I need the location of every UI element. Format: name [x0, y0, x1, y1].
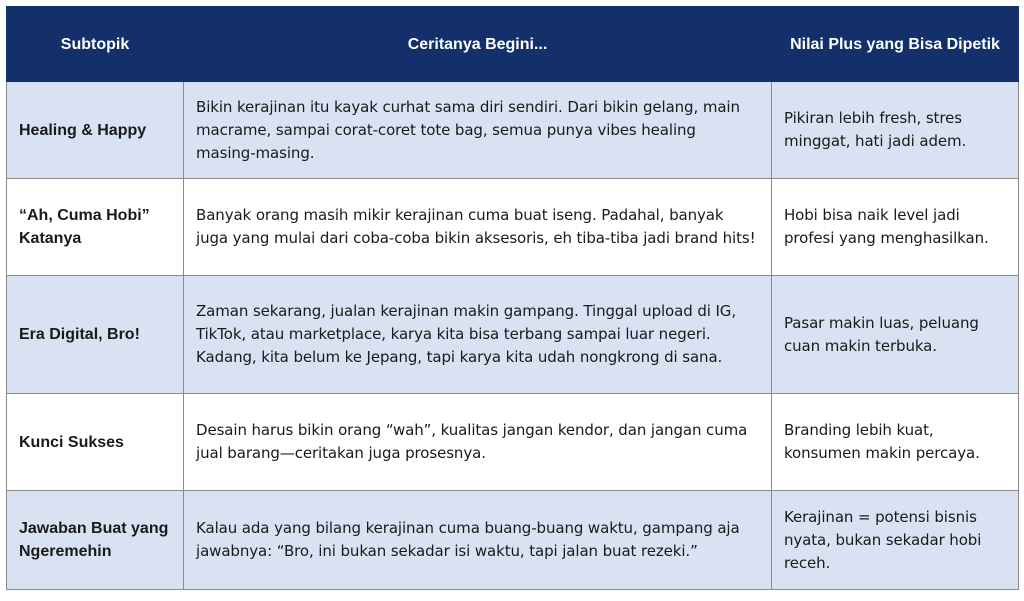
cell-nilai: Pikiran lebih fresh, stres minggat, hati jadi adem. [772, 82, 1019, 179]
table-body [7, 82, 1019, 590]
cell-subtopik: Jawaban Buat yang Ngeremehin [7, 491, 184, 590]
cell-subtopik: “Ah, Cuma Hobi” Katanya [7, 179, 184, 276]
table-row [7, 276, 1019, 394]
header-nilai-plus: Nilai Plus yang Bisa Dipetik [772, 7, 1019, 82]
cell-subtopik: Kunci Sukses [7, 394, 184, 491]
cell-cerita: Zaman sekarang, jualan kerajinan makin gampang. Tinggal upload di IG, TikTok, atau marketplace, karya kita bisa terbang sampai luar negeri. Kadang, kita belum ke Jepang, tapi karya kita udah nongkrong di sana. [184, 276, 772, 394]
cell-nilai: Hobi bisa naik level jadi profesi yang menghasilkan. [772, 179, 1019, 276]
cell-subtopik: Healing & Happy [7, 82, 184, 179]
header-cerita: Ceritanya Begini... [184, 7, 772, 82]
table-row [7, 82, 1019, 179]
table-header [7, 7, 1019, 82]
cell-nilai: Kerajinan = potensi bisnis nyata, bukan sekadar hobi receh. [772, 491, 1019, 590]
header-subtopik: Subtopik [7, 7, 184, 82]
info-table [6, 6, 1019, 590]
cell-cerita: Kalau ada yang bilang kerajinan cuma buang-buang waktu, gampang aja jawabnya: “Bro, ini bukan sekadar isi waktu, tapi jalan buat rezeki.” [184, 491, 772, 590]
table-row [7, 491, 1019, 590]
cell-cerita: Banyak orang masih mikir kerajinan cuma buat iseng. Padahal, banyak juga yang mulai dari coba-coba bikin aksesoris, eh tiba-tiba jadi brand hits! [184, 179, 772, 276]
document-page [6, 6, 1018, 590]
cell-cerita: Desain harus bikin orang “wah”, kualitas jangan kendor, dan jangan cuma jual barang—ceritakan juga prosesnya. [184, 394, 772, 491]
cell-nilai: Branding lebih kuat, konsumen makin percaya. [772, 394, 1019, 491]
table-row [7, 179, 1019, 276]
cell-subtopik: Era Digital, Bro! [7, 276, 184, 394]
cell-nilai: Pasar makin luas, peluang cuan makin terbuka. [772, 276, 1019, 394]
table-row [7, 394, 1019, 491]
header-row [7, 7, 1019, 82]
cell-cerita: Bikin kerajinan itu kayak curhat sama diri sendiri. Dari bikin gelang, main macrame, sampai corat-coret tote bag, semua punya vibes healing masing-masing. [184, 82, 772, 179]
